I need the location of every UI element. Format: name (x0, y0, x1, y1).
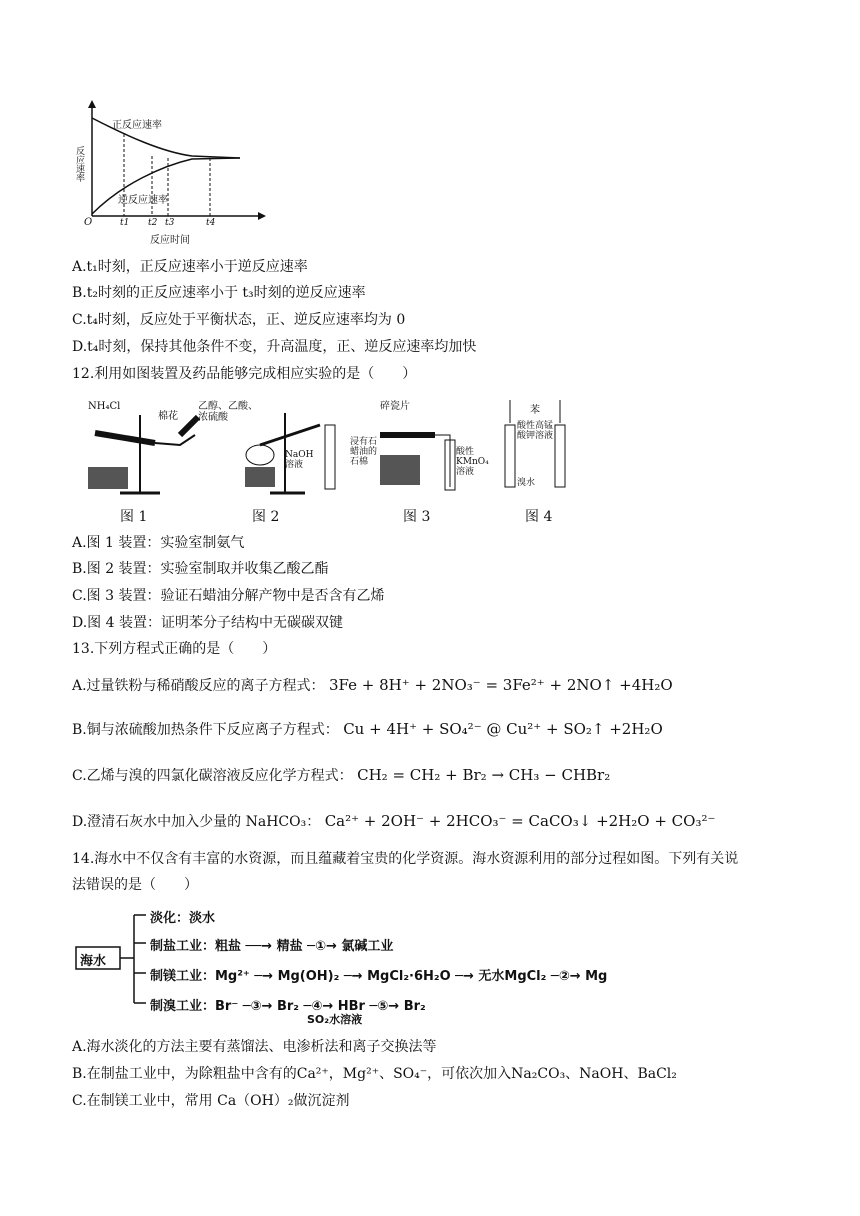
q14-option-c: C.在制镁工业中，常用 Ca（OH）₂做沉淀剂 (72, 1093, 350, 1109)
flow-row-bromine: 制溴工业：Br⁻ ─③→ Br₂ ─④→ HBr ─⑤→ Br₂ (150, 999, 426, 1014)
label-reagents2: 乙醇、乙酸、浓硫酸 (198, 401, 258, 423)
q14-option-b: B.在制盐工业中，为除粗盐中含有的Ca²⁺，Mg²⁺、SO₄⁻，可依次加入Na₂CO₃、NaOH、BaCl₂ (72, 1066, 677, 1082)
q12-option-d: D.图 4 装置：证明苯分子结构中无碳碳双键 (72, 615, 343, 631)
q11-option-d: D.t₄时刻，保持其他条件不变，升高温度，正、逆反应速率均加快 (72, 339, 477, 355)
y-axis-label: 反应速率 (74, 146, 84, 182)
q12-option-b: B.图 2 装置：实验室制取并收集乙酸乙酯 (72, 561, 329, 577)
q11-option-a: A.t₁时刻，正反应速率小于逆反应速率 (72, 259, 308, 275)
label-naoh: NaOH溶液 (285, 450, 314, 470)
q14-stem-line1: 14.海水中不仅含有丰富的水资源，而且蕴藏着宝贵的化学资源。海水资源利用的部分过程如图。下列有关说 (72, 851, 739, 867)
flow-source: 海水 (80, 954, 107, 969)
q13-a-equation: 3Fe + 8H⁺ + 2NO₃⁻ = 3Fe²⁺ + 2NO↑ +4H₂O (329, 676, 673, 694)
q11-option-b: B.t₂时刻的正反应速率小于 t₃时刻的逆反应速率 (72, 285, 366, 301)
caption-fig4: 图 4 (525, 509, 553, 525)
q13-c-equation: CH₂ = CH₂ + Br₂ → CH₃ − CHBr₂ (357, 766, 611, 784)
x-axis-label: 反应时间 (150, 235, 190, 246)
caption-fig3: 图 3 (403, 509, 431, 525)
forward-rate-label: 正反应速率 (112, 120, 162, 131)
q13-a-label: A.过量铁粉与稀硝酸反应的离子方程式： (72, 678, 325, 694)
q13-b-equation: Cu + 4H⁺ + SO₄²⁻ @ Cu²⁺ + SO₂↑ +2H₂O (343, 720, 663, 738)
q13-option-c (72, 766, 610, 785)
q13-option-a (72, 676, 673, 695)
flow-row-magnesium: 制镁工业：Mg²⁺ ─→ Mg(OH)₂ ─→ MgCl₂·6H₂O ─→ 无水MgCl₂ ─②→ Mg (150, 969, 608, 984)
label-nh4cl: NH₄Cl (88, 401, 121, 412)
label-tile: 碎瓷片 (380, 401, 410, 412)
q13-stem: 13.下列方程式正确的是（ ） (72, 641, 277, 657)
label-asbestos: 浸有石蜡油的石棉 (350, 437, 378, 467)
tick-t4: t4 (206, 218, 216, 228)
flow-row-bromine-note: SO₂水溶液 (307, 1013, 363, 1026)
label-cotton: 棉花 (158, 411, 178, 422)
label-benzene: 苯 (530, 405, 540, 416)
rate-time-graph (72, 96, 272, 246)
q12-option-a: A.图 1 装置：实验室制氨气 (72, 535, 245, 551)
label-kmno4-4: 酸性高锰酸钾溶液 (517, 421, 554, 441)
q13-option-b (72, 720, 663, 739)
q13-option-d (72, 812, 715, 831)
tick-t2: t2 (148, 218, 158, 228)
caption-fig1: 图 1 (120, 509, 148, 525)
q14-stem-line2: 法错误的是（ ） (72, 877, 198, 893)
tick-t3: t3 (165, 218, 175, 228)
tick-t1: t1 (120, 218, 130, 228)
flow-row-salt: 制盐工业：粗盐 ──→ 精盐 ─①→ 氯碱工业 (150, 939, 394, 954)
q13-d-label: D.澄清石灰水中加入少量的 NaHCO₃： (72, 814, 321, 830)
q12-stem: 12.利用如图装置及药品能够完成相应实验的是（ ） (72, 366, 417, 382)
label-kmno4: 酸性KMnO₄溶液 (456, 447, 489, 477)
q11-option-c: C.t₄时刻，反应处于平衡状态，正、逆反应速率均为 0 (72, 312, 406, 328)
q14-option-a: A.海水淡化的方法主要有蒸馏法、电渗析法和离子交换法等 (72, 1039, 437, 1055)
q13-b-label: B.铜与浓硫酸加热条件下反应离子方程式： (72, 722, 339, 738)
origin-label: O (84, 217, 93, 228)
reverse-rate-label: 逆反应速率 (118, 195, 168, 206)
q13-c-label: C.乙烯与溴的四氯化碳溶液反应化学方程式： (72, 768, 353, 784)
caption-fig2: 图 2 (252, 509, 280, 525)
apparatus-figures (80, 395, 600, 500)
seawater-flowchart (72, 905, 612, 1026)
q12-option-c: C.图 3 装置：验证石蜡油分解产物中是否含有乙烯 (72, 588, 385, 604)
flow-row-desalination: 淡化：淡水 (150, 911, 216, 926)
q13-d-equation: Ca²⁺ + 2OH⁻ + 2HCO₃⁻ = CaCO₃↓ +2H₂O + CO₃²⁻ (324, 812, 716, 830)
label-bromine-water: 溴水 (517, 478, 536, 488)
